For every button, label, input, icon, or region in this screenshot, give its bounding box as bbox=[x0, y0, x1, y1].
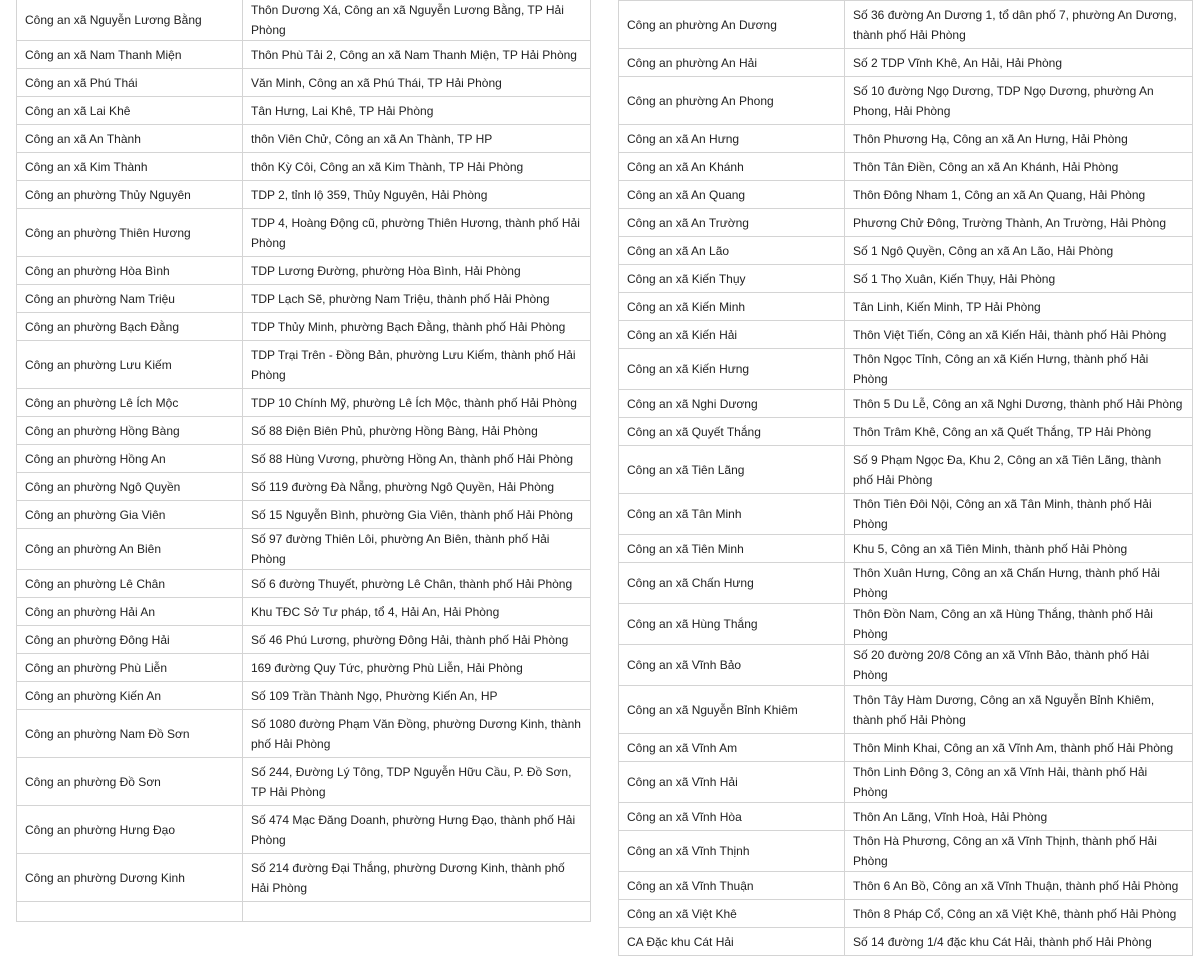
table-row bbox=[619, 265, 1193, 293]
table-row bbox=[619, 494, 1193, 535]
table-row bbox=[619, 872, 1193, 900]
police-station-name: Công an xã Kiến Thụy bbox=[619, 265, 845, 293]
police-station-name: Công an xã Phú Thái bbox=[17, 69, 243, 97]
police-station-name: Công an phường Nam Triệu bbox=[17, 285, 243, 313]
police-station-name: Công an xã Kiến Hưng bbox=[619, 349, 845, 390]
police-station-name: Công an xã Vĩnh Thịnh bbox=[619, 831, 845, 872]
police-station-name: Công an phường Lê Chân bbox=[17, 570, 243, 598]
police-station-address: thôn Viên Chử, Công an xã An Thành, TP HP bbox=[243, 125, 591, 153]
police-station-address: TDP 4, Hoàng Động cũ, phường Thiên Hương, thành phố Hải Phòng bbox=[243, 209, 591, 257]
table-row bbox=[619, 77, 1193, 125]
police-station-address: Số 214 đường Đại Thắng, phường Dương Kinh, thành phố Hải Phòng bbox=[243, 854, 591, 902]
police-station-name: Công an xã Kiến Minh bbox=[619, 293, 845, 321]
table-row bbox=[17, 97, 591, 125]
police-station-name: Công an xã Vĩnh Bảo bbox=[619, 645, 845, 686]
table-row bbox=[17, 257, 591, 285]
police-station-address: Tân Linh, Kiến Minh, TP Hải Phòng bbox=[845, 293, 1193, 321]
table-row bbox=[619, 1, 1193, 49]
police-station-address: Thôn Trâm Khê, Công an xã Quết Thắng, TP Hải Phòng bbox=[845, 418, 1193, 446]
police-station-name: Công an xã An Quang bbox=[619, 181, 845, 209]
police-station-address: Số 109 Trần Thành Ngọ, Phường Kiến An, HP bbox=[243, 682, 591, 710]
police-station-name: Công an xã An Thành bbox=[17, 125, 243, 153]
police-station-address: Thôn Dương Xá, Công an xã Nguyễn Lương Bằng, TP Hải Phòng bbox=[243, 0, 591, 41]
police-station-name: Công an xã Vĩnh Hải bbox=[619, 762, 845, 803]
table-row bbox=[17, 682, 591, 710]
police-station-address: Thôn Phương Hạ, Công an xã An Hưng, Hải Phòng bbox=[845, 125, 1193, 153]
left-address-table bbox=[16, 0, 591, 922]
table-row bbox=[17, 445, 591, 473]
table-row bbox=[17, 181, 591, 209]
police-station-name: Công an phường Lê Ích Mộc bbox=[17, 389, 243, 417]
police-station-address: TDP Lạch Sẽ, phường Nam Triệu, thành phố Hải Phòng bbox=[243, 285, 591, 313]
table-row bbox=[619, 803, 1193, 831]
table-row bbox=[619, 237, 1193, 265]
police-station-name: Công an phường An Biên bbox=[17, 529, 243, 570]
police-station-name: Công an xã An Lão bbox=[619, 237, 845, 265]
table-row bbox=[17, 570, 591, 598]
table-row bbox=[619, 125, 1193, 153]
police-station-address: Số 10 đường Ngọ Dương, TDP Ngọ Dương, phường An Phong, Hải Phòng bbox=[845, 77, 1193, 125]
police-station-name: Công an xã Vĩnh Am bbox=[619, 734, 845, 762]
police-station-name: Công an phường Nam Đồ Sơn bbox=[17, 710, 243, 758]
police-station-name: Công an xã An Trường bbox=[619, 209, 845, 237]
police-station-address: Thôn Tiên Đôi Nội, Công an xã Tân Minh, thành phố Hải Phòng bbox=[845, 494, 1193, 535]
police-station-address: thôn Kỳ Côi, Công an xã Kim Thành, TP Hải Phòng bbox=[243, 153, 591, 181]
table-row bbox=[17, 654, 591, 682]
police-station-name: Công an xã Lai Khê bbox=[17, 97, 243, 125]
police-station-name: Công an phường Kiến An bbox=[17, 682, 243, 710]
police-station-address: Số 6 đường Thuyết, phường Lê Chân, thành phố Hải Phòng bbox=[243, 570, 591, 598]
table-row bbox=[17, 285, 591, 313]
table-row bbox=[619, 349, 1193, 390]
police-station-address: Số 119 đường Đà Nẵng, phường Ngô Quyền, Hải Phòng bbox=[243, 473, 591, 501]
police-station-address: Số 20 đường 20/8 Công an xã Vĩnh Bảo, thành phố Hải Phòng bbox=[845, 645, 1193, 686]
table-row bbox=[17, 710, 591, 758]
police-station-name: Công an phường Hải An bbox=[17, 598, 243, 626]
police-station-address: Số 1080 đường Phạm Văn Đồng, phường Dương Kinh, thành phố Hải Phòng bbox=[243, 710, 591, 758]
table-row bbox=[619, 928, 1193, 956]
table-row bbox=[17, 313, 591, 341]
police-station-name: Công an xã Nghi Dương bbox=[619, 390, 845, 418]
police-station-name: Công an phường An Phong bbox=[619, 77, 845, 125]
police-station-name: Công an xã Nam Thanh Miện bbox=[17, 41, 243, 69]
table-row bbox=[619, 390, 1193, 418]
table-row bbox=[17, 501, 591, 529]
table-row bbox=[619, 181, 1193, 209]
table-row bbox=[619, 686, 1193, 734]
police-station-address: Văn Minh, Công an xã Phú Thái, TP Hải Phòng bbox=[243, 69, 591, 97]
police-station-address: Số 244, Đường Lý Tông, TDP Nguyễn Hữu Cầu, P. Đồ Sơn, TP Hải Phòng bbox=[243, 758, 591, 806]
police-station-name: Công an phường Đông Hải bbox=[17, 626, 243, 654]
table-row bbox=[17, 417, 591, 445]
table-row bbox=[17, 389, 591, 417]
table-row bbox=[17, 473, 591, 501]
police-station-address: Khu TĐC Sở Tư pháp, tổ 4, Hải An, Hải Phòng bbox=[243, 598, 591, 626]
police-station-address: Thôn Đông Nham 1, Công an xã An Quang, Hải Phòng bbox=[845, 181, 1193, 209]
police-station-address: Số 2 TDP Vĩnh Khê, An Hải, Hải Phòng bbox=[845, 49, 1193, 77]
police-station-name: Công an xã An Khánh bbox=[619, 153, 845, 181]
police-station-name: Công an xã Vĩnh Hòa bbox=[619, 803, 845, 831]
table-row bbox=[17, 758, 591, 806]
police-station-name: Công an phường Bạch Đằng bbox=[17, 313, 243, 341]
police-station-address: TDP Lương Đường, phường Hòa Bình, Hải Phòng bbox=[243, 257, 591, 285]
police-station-address: Số 97 đường Thiên Lôi, phường An Biên, thành phố Hải Phòng bbox=[243, 529, 591, 570]
police-station-address: Số 36 đường An Dương 1, tổ dân phố 7, phường An Dương, thành phố Hải Phòng bbox=[845, 1, 1193, 49]
table-row bbox=[619, 563, 1193, 604]
police-station-address: Thôn 5 Du Lễ, Công an xã Nghi Dương, thành phố Hải Phòng bbox=[845, 390, 1193, 418]
table-row bbox=[619, 535, 1193, 563]
table-row bbox=[17, 153, 591, 181]
police-station-name: Công an phường Hưng Đạo bbox=[17, 806, 243, 854]
table-row bbox=[17, 854, 591, 902]
table-row bbox=[17, 125, 591, 153]
table-row bbox=[619, 49, 1193, 77]
police-station-address: Số 1 Ngô Quyền, Công an xã An Lão, Hải Phòng bbox=[845, 237, 1193, 265]
police-station-name: Công an phường Hồng An bbox=[17, 445, 243, 473]
police-station-address: TDP 10 Chính Mỹ, phường Lê Ích Mộc, thành phố Hải Phòng bbox=[243, 389, 591, 417]
police-station-address: TDP Trại Trên - Đồng Bản, phường Lưu Kiếm, thành phố Hải Phòng bbox=[243, 341, 591, 389]
police-station-address: Thôn Minh Khai, Công an xã Vĩnh Am, thành phố Hải Phòng bbox=[845, 734, 1193, 762]
police-station-address: Khu 5, Công an xã Tiên Minh, thành phố Hải Phòng bbox=[845, 535, 1193, 563]
police-station-name: Công an xã Quyết Thắng bbox=[619, 418, 845, 446]
table-row bbox=[619, 321, 1193, 349]
police-station-name: Công an xã Nguyễn Bỉnh Khiêm bbox=[619, 686, 845, 734]
table-row bbox=[619, 446, 1193, 494]
table-row bbox=[619, 645, 1193, 686]
police-station-address: Thôn Phù Tải 2, Công an xã Nam Thanh Miện, TP Hải Phòng bbox=[243, 41, 591, 69]
police-station-address: Thôn Ngọc Tỉnh, Công an xã Kiến Hưng, thành phố Hải Phòng bbox=[845, 349, 1193, 390]
table-row bbox=[619, 418, 1193, 446]
police-station-address: Số 88 Điện Biên Phủ, phường Hồng Bàng, Hải Phòng bbox=[243, 417, 591, 445]
table-row bbox=[619, 209, 1193, 237]
table-row bbox=[17, 626, 591, 654]
police-station-name: Công an xã Việt Khê bbox=[619, 900, 845, 928]
table-row bbox=[17, 902, 591, 922]
police-station-address: Thôn Việt Tiến, Công an xã Kiến Hải, thành phố Hải Phòng bbox=[845, 321, 1193, 349]
police-station-address: TDP Thủy Minh, phường Bạch Đằng, thành phố Hải Phòng bbox=[243, 313, 591, 341]
table-row bbox=[619, 831, 1193, 872]
police-station-address: TDP 2, tỉnh lộ 359, Thủy Nguyên, Hải Phòng bbox=[243, 181, 591, 209]
table-row bbox=[17, 341, 591, 389]
police-station-name: Công an xã Tiên Minh bbox=[619, 535, 845, 563]
police-station-address: Thôn 8 Pháp Cổ, Công an xã Việt Khê, thành phố Hải Phòng bbox=[845, 900, 1193, 928]
police-station-name: Công an xã Hùng Thắng bbox=[619, 604, 845, 645]
police-station-name: Công an xã Nguyễn Lương Bằng bbox=[17, 0, 243, 41]
police-station-address: Thôn 6 An Bồ, Công an xã Vĩnh Thuận, thành phố Hải Phòng bbox=[845, 872, 1193, 900]
police-station-name: Công an xã Kiến Hải bbox=[619, 321, 845, 349]
police-station-name bbox=[17, 902, 243, 922]
police-station-name: Công an phường Hòa Bình bbox=[17, 257, 243, 285]
right-address-table bbox=[618, 0, 1193, 956]
police-station-address: Số 1 Thọ Xuân, Kiến Thụy, Hải Phòng bbox=[845, 265, 1193, 293]
police-station-address: Thôn An Lãng, Vĩnh Hoà, Hải Phòng bbox=[845, 803, 1193, 831]
table-row bbox=[619, 604, 1193, 645]
table-row bbox=[619, 762, 1193, 803]
table-row bbox=[17, 529, 591, 570]
table-row bbox=[619, 293, 1193, 321]
police-station-name: Công an phường Đồ Sơn bbox=[17, 758, 243, 806]
table-row bbox=[17, 0, 591, 41]
police-station-address: Thôn Xuân Hưng, Công an xã Chấn Hưng, thành phố Hải Phòng bbox=[845, 563, 1193, 604]
police-station-name: Công an phường Gia Viên bbox=[17, 501, 243, 529]
left-table-body bbox=[17, 0, 591, 922]
police-station-name: Công an phường Lưu Kiếm bbox=[17, 341, 243, 389]
right-table-body bbox=[619, 1, 1193, 956]
police-station-name: Công an phường Phù Liễn bbox=[17, 654, 243, 682]
police-station-address: Số 14 đường 1/4 đặc khu Cát Hải, thành phố Hải Phòng bbox=[845, 928, 1193, 956]
police-station-name: Công an phường An Hải bbox=[619, 49, 845, 77]
police-station-address: Thôn Hà Phương, Công an xã Vĩnh Thịnh, thành phố Hải Phòng bbox=[845, 831, 1193, 872]
table-row bbox=[17, 209, 591, 257]
police-station-name: Công an phường Thiên Hương bbox=[17, 209, 243, 257]
police-station-name: Công an phường An Dương bbox=[619, 1, 845, 49]
table-row bbox=[619, 900, 1193, 928]
police-station-address: Số 88 Hùng Vương, phường Hồng An, thành phố Hải Phòng bbox=[243, 445, 591, 473]
police-station-name: Công an xã Chấn Hưng bbox=[619, 563, 845, 604]
police-station-address: Thôn Tân Điền, Công an xã An Khánh, Hải Phòng bbox=[845, 153, 1193, 181]
table-row bbox=[619, 153, 1193, 181]
police-station-name: Công an xã Kim Thành bbox=[17, 153, 243, 181]
police-station-address: Số 9 Phạm Ngọc Đa, Khu 2, Công an xã Tiên Lãng, thành phố Hải Phòng bbox=[845, 446, 1193, 494]
police-station-name: Công an phường Ngô Quyền bbox=[17, 473, 243, 501]
police-station-address: Thôn Đồn Nam, Công an xã Hùng Thắng, thành phố Hải Phòng bbox=[845, 604, 1193, 645]
police-station-name: CA Đặc khu Cát Hải bbox=[619, 928, 845, 956]
table-row bbox=[17, 598, 591, 626]
table-row bbox=[619, 734, 1193, 762]
police-station-name: Công an xã An Hưng bbox=[619, 125, 845, 153]
police-station-name: Công an phường Thủy Nguyên bbox=[17, 181, 243, 209]
police-station-name: Công an phường Dương Kinh bbox=[17, 854, 243, 902]
police-station-address: Số 474 Mạc Đăng Doanh, phường Hưng Đạo, thành phố Hải Phòng bbox=[243, 806, 591, 854]
police-station-name: Công an xã Vĩnh Thuận bbox=[619, 872, 845, 900]
police-station-address: Thôn Linh Đông 3, Công an xã Vĩnh Hải, thành phố Hải Phòng bbox=[845, 762, 1193, 803]
police-station-address: Thôn Tây Hàm Dương, Công an xã Nguyễn Bỉnh Khiêm, thành phố Hải Phòng bbox=[845, 686, 1193, 734]
table-row bbox=[17, 69, 591, 97]
police-station-name: Công an xã Tân Minh bbox=[619, 494, 845, 535]
police-station-address: Số 46 Phú Lương, phường Đông Hải, thành phố Hải Phòng bbox=[243, 626, 591, 654]
police-station-address: Phương Chử Đông, Trường Thành, An Trường, Hải Phòng bbox=[845, 209, 1193, 237]
police-station-address bbox=[243, 902, 591, 922]
table-row bbox=[17, 41, 591, 69]
table-row bbox=[17, 806, 591, 854]
police-station-address: Số 15 Nguyễn Bình, phường Gia Viên, thành phố Hải Phòng bbox=[243, 501, 591, 529]
police-station-address: 169 đường Quy Tức, phường Phù Liễn, Hải Phòng bbox=[243, 654, 591, 682]
police-station-address: Tân Hưng, Lai Khê, TP Hải Phòng bbox=[243, 97, 591, 125]
police-station-name: Công an phường Hồng Bàng bbox=[17, 417, 243, 445]
police-station-name: Công an xã Tiên Lãng bbox=[619, 446, 845, 494]
